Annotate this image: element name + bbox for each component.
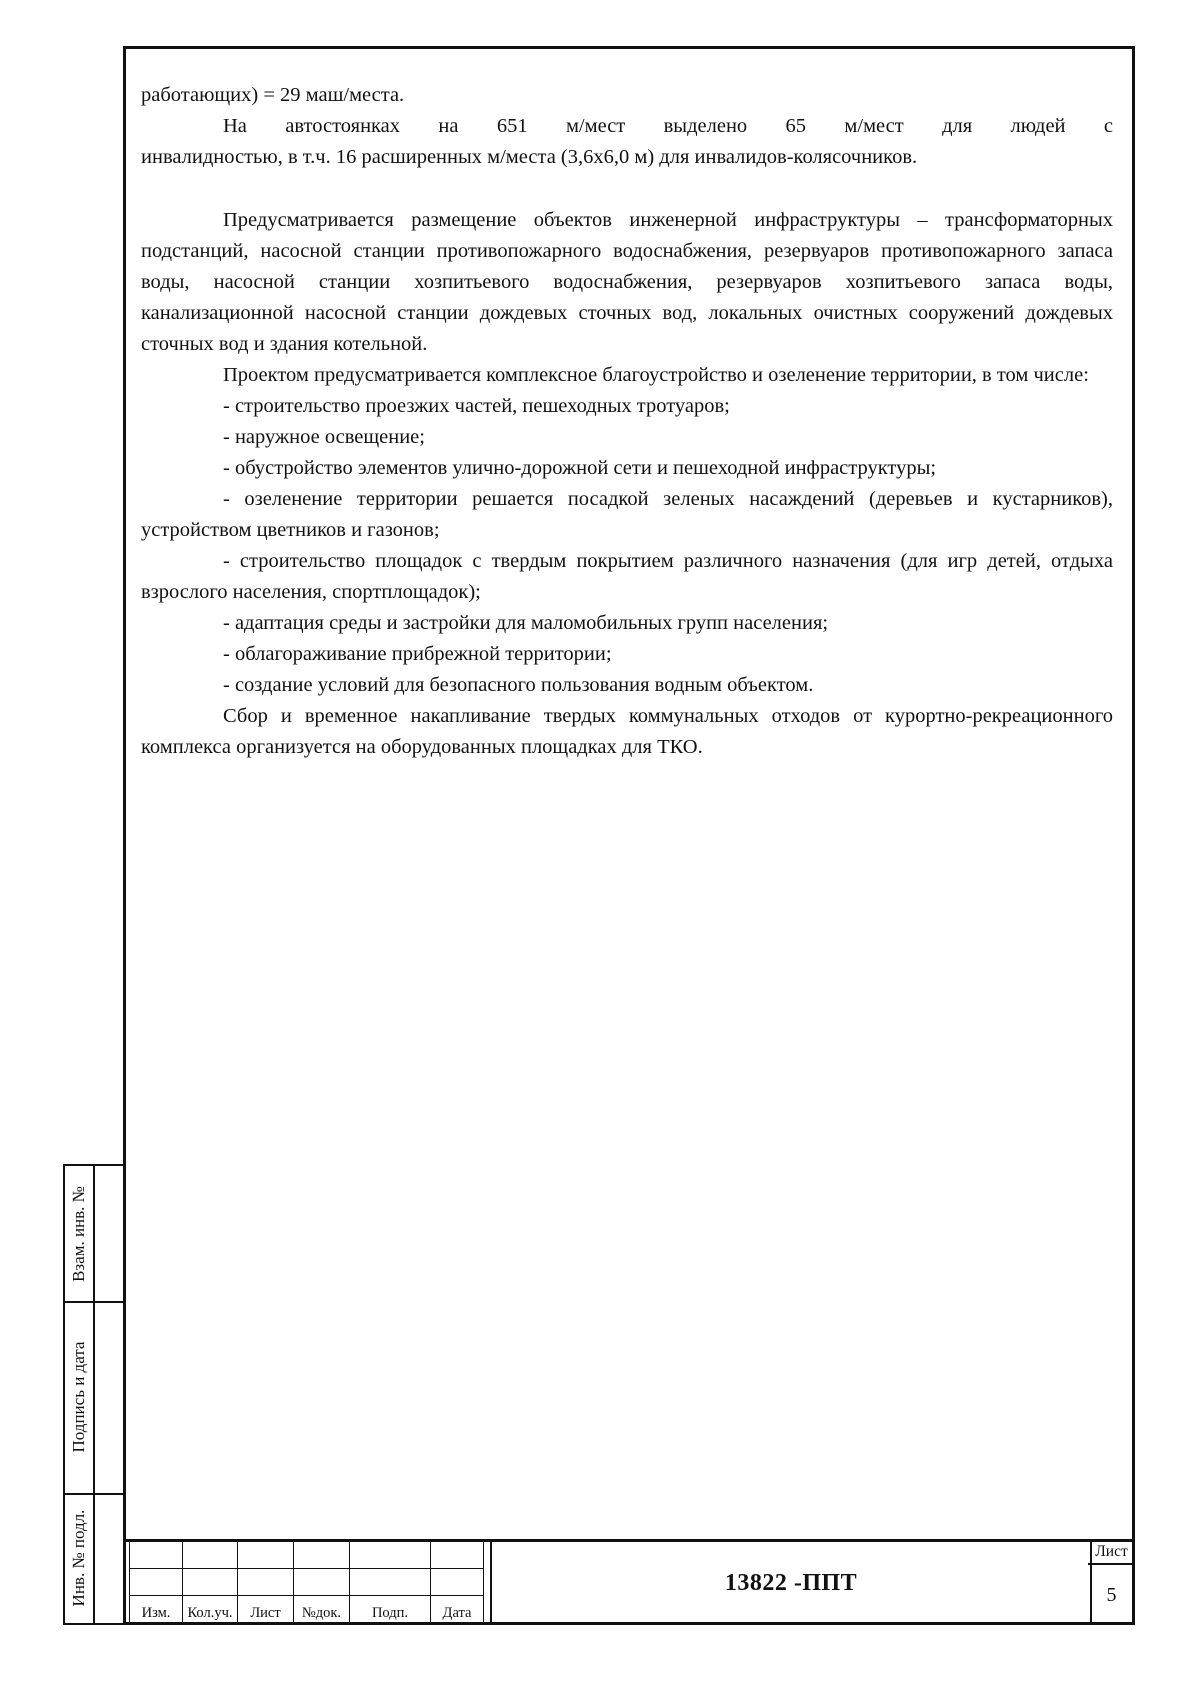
header-data: Дата	[431, 1596, 484, 1623]
list-item: - строительство площадок с твердым покрытием различного назначения (для игр детей, отдыха взрослого населения, спортплощадок);	[141, 550, 1113, 603]
list-item: - адаптация среды и застройки для маломобильных групп населения;	[223, 612, 829, 634]
header-nodok: №док.	[294, 1596, 350, 1623]
revision-table	[129, 1541, 484, 1623]
list-item: - строительство проезжих частей, пешеходных тротуаров;	[223, 395, 730, 417]
document-body	[141, 80, 1113, 763]
list-item: - наружное освещение;	[223, 426, 425, 448]
sheet-number: 5	[1106, 1583, 1117, 1606]
vzam-label: Взам. инв. №	[69, 1185, 88, 1282]
waste-paragraph: Сбор и временное накапливание твердых коммунальных отходов от курортно-рекреационного комплекса организуется на оборудованных площадках для ТКО.	[141, 705, 1113, 758]
header-kol-uch: Кол.уч.	[183, 1596, 238, 1623]
title-block	[126, 1541, 1135, 1625]
infrastructure-paragraph: Предусматривается размещение объектов инженерной инфраструктуры – трансформаторных подстанций, насосной станции противопожарного водоснабжения, резервуаров противопожарного запаса воды, насосной станции хозпитьевого водоснабжения, резервуаров хозпитьевого запаса воды, канализационной насосной станции дождевых сточных вод, локальных очистных сооружений дождевых сточных вод и здания котельной.	[141, 209, 1113, 355]
parking-paragraph-line2: инвалидностью, в т.ч. 16 расширенных м/места (3,6х6,0 м) для инвалидов-колясочников.	[141, 146, 918, 168]
podpis-label: Подпись и дата	[69, 1341, 88, 1453]
text-line: работающих) = 29 маш/места.	[141, 84, 405, 106]
parking-paragraph-line1: На автостоянках на 651 м/мест выделено 65 м/мест для людей с	[223, 115, 1113, 137]
list-item: - облагораживание прибрежной территории;	[223, 643, 612, 665]
header-izm: Изм.	[130, 1596, 183, 1623]
document-code: 13822 -ППТ	[490, 1541, 1092, 1625]
header-list: Лист	[238, 1596, 294, 1623]
side-stamp-vzam	[63, 1164, 126, 1303]
sheet-label: Лист	[1088, 1541, 1135, 1565]
side-stamp-inv	[63, 1493, 126, 1625]
list-item: - создание условий для безопасного пользования водным объектом.	[223, 674, 814, 696]
list-item: - озеленение территории решается посадкой зеленых насаждений (деревьев и кустарников), устройством цветников и газонов;	[141, 488, 1113, 541]
list-item: - обустройство элементов улично-дорожной сети и пешеходной инфраструктуры;	[223, 457, 937, 479]
project-paragraph: Проектом предусматривается комплексное благоустройство и озеленение территории, в том числе:	[223, 364, 1089, 386]
header-podp: Подп.	[350, 1596, 431, 1623]
side-stamp-podpis	[63, 1301, 126, 1495]
inv-label: Инв. № подл.	[69, 1509, 88, 1607]
sheet-box	[1088, 1541, 1135, 1625]
